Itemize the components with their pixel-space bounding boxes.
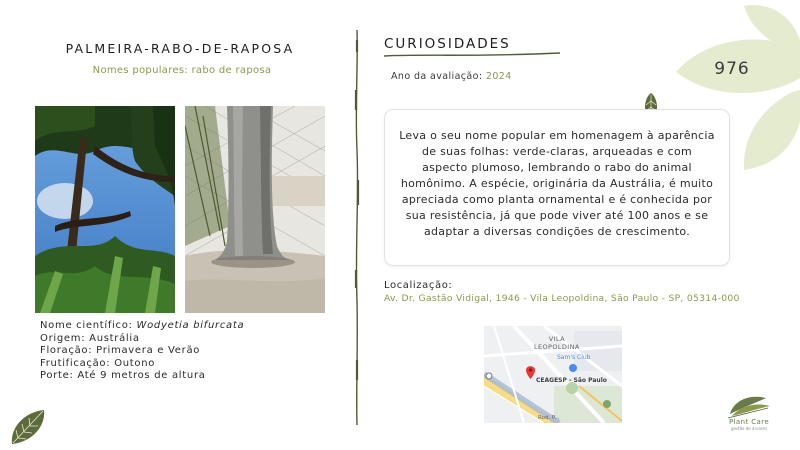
curiosity-text: Leva o seu nome popular em homenagem à aparência de suas folhas: verde-claras, arqueadas e com aspecto plumoso, lembrando o rabo do animal homônimo. A espécie, originária da Austrália, é muito apreciada como planta ornamental e é conhecida por sua resistência, já que pode viver até 100 anos e se adaptar a diversas condições de crescimento.	[399, 129, 715, 238]
flowering-row: Floração: Primavera e Verão	[40, 345, 201, 356]
map-district-label	[534, 336, 580, 351]
page-title: PALMEIRA-RABO-DE-RAPOSA	[65, 41, 295, 56]
year-value: 2024	[485, 71, 512, 82]
map-poi-label: Sam's Club	[557, 354, 591, 361]
species-info	[40, 320, 244, 383]
year-label: Ano da avaliação:	[391, 71, 483, 82]
location-address[interactable]: Av. Dr. Gastão Vidigal, 1946 - Vila Leopoldina, São Paulo - SP, 05314-000	[384, 293, 740, 304]
evaluation-year	[391, 71, 512, 82]
tree-canopy-photo	[35, 106, 175, 313]
size-row: Porte: Até 9 metros de altura	[40, 370, 206, 381]
location-map[interactable]	[484, 326, 622, 423]
tree-number-badge: 976	[714, 59, 750, 79]
map-pin-label: CEAGESP - São Paulo	[536, 377, 607, 384]
bottom-leaf-icon	[10, 408, 46, 446]
tree-trunk-photo	[185, 106, 325, 313]
plant-care-logo-text: Plant Care	[728, 418, 770, 426]
fruiting-row: Frutificação: Outono	[40, 357, 156, 369]
origin-row: Origem: Austrália	[40, 332, 140, 344]
vertical-divider	[350, 30, 364, 425]
location-label: Localização:	[384, 280, 453, 291]
map-road-label: Rod. P...	[538, 415, 560, 421]
map-district-line2: LEOPOLDINA	[534, 342, 580, 351]
scientific-name-value: Wodyetia bifurcata	[136, 320, 245, 331]
popular-names: Nomes populares: rabo de raposa	[92, 65, 272, 76]
plant-care-logo-icon	[718, 390, 780, 420]
curiosities-title: CURIOSIDADES	[384, 36, 511, 52]
plant-care-tagline: gestão de árvores	[730, 426, 768, 431]
map-district-line1: VILA	[548, 335, 565, 343]
title-underline	[384, 52, 560, 58]
scientific-name-row	[40, 320, 244, 333]
curiosity-text-box	[384, 109, 730, 266]
scientific-name-label: Nome científico:	[40, 320, 133, 331]
